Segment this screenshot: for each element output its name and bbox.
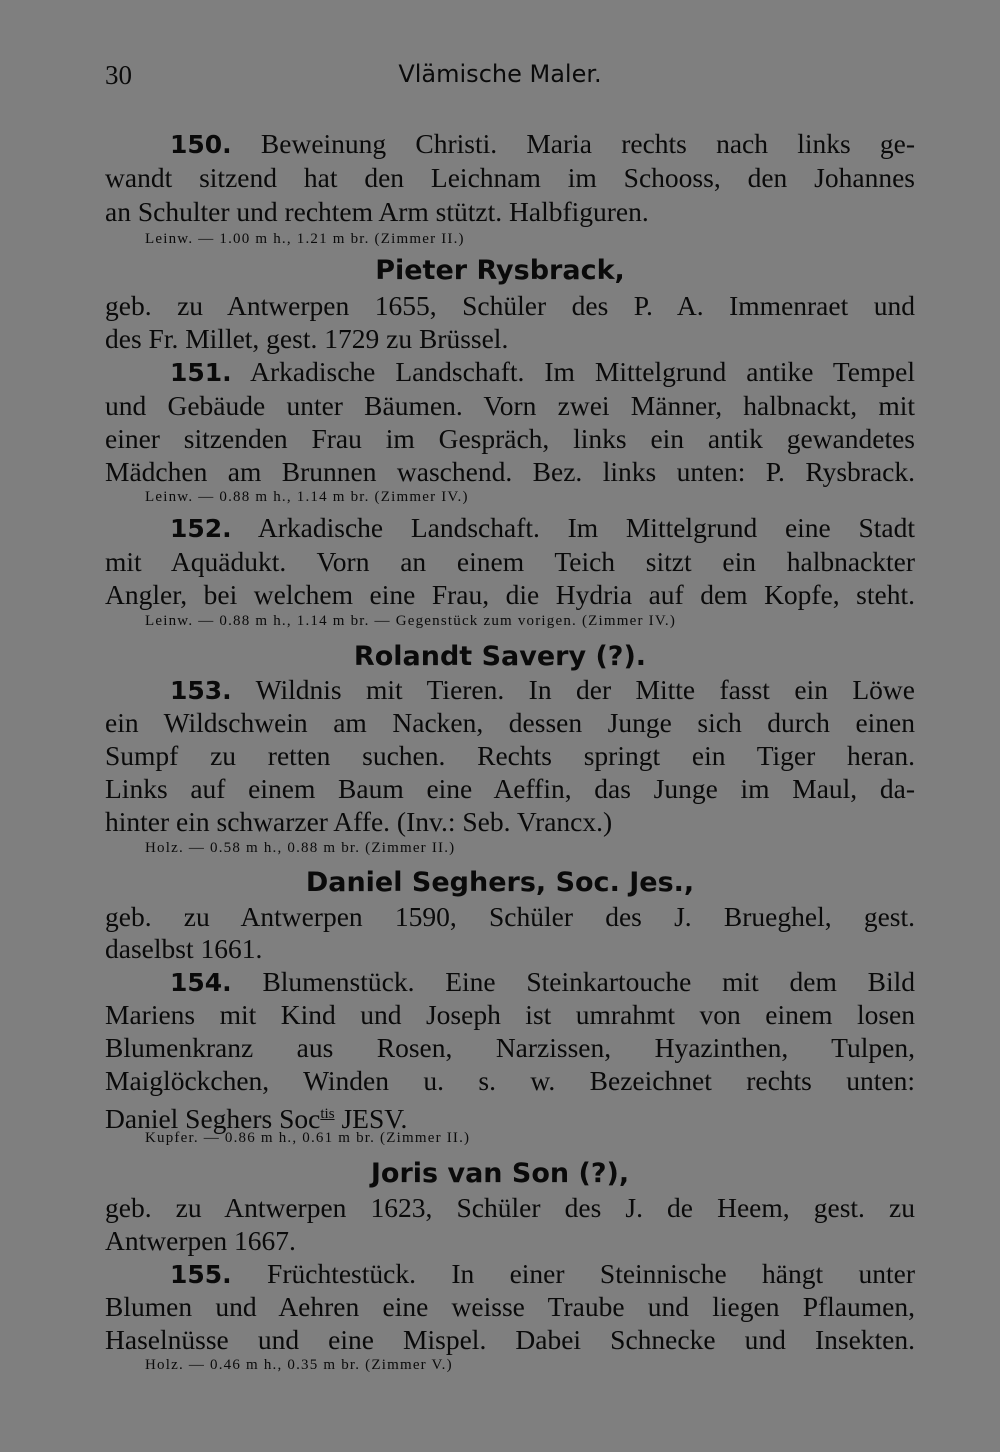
- superscript: tis: [320, 1106, 335, 1122]
- entry-text: Blumenstück. Eine Steinkartouche mit dem Bild: [262, 966, 916, 997]
- entry-155-meta: Holz. — 0.46 m h., 0.35 m br. (Zimmer V.): [145, 1357, 453, 1373]
- artist-heading: Rolandt Savery (?).: [353, 641, 647, 672]
- artist-bio-line-2: des Fr. Millet, gest. 1729 zu Brüssel.: [105, 323, 509, 354]
- entry-154-meta: Kupfer. — 0.86 m h., 0.61 m br. (Zimmer II.): [145, 1130, 471, 1146]
- entry-153-line-2: ein Wildschwein am Nacken, dessen Junge sich durch einen: [105, 707, 915, 738]
- entry-number: 150.: [170, 130, 232, 159]
- artist-heading: Daniel Seghers, Soc. Jes.,: [305, 867, 695, 898]
- entry-text: JESV.: [334, 1103, 408, 1135]
- entry-151-line-4: Mädchen am Brunnen waschend. Bez. links unten: P. Rysbrack.: [105, 456, 915, 487]
- entry-155-line-3: Haselnüsse und eine Mispel. Dabei Schnecke und Insekten.: [105, 1324, 915, 1355]
- entry-text: Arkadische Landschaft. Im Mittelgrund eine Stadt: [257, 512, 915, 543]
- entry-number: 152.: [170, 514, 232, 543]
- entry-text: Daniel Seghers Soc: [105, 1103, 321, 1135]
- entry-154-line-2: Mariens mit Kind und Joseph ist umrahmt von einem losen: [105, 999, 915, 1030]
- entry-150-line-3: an Schulter und rechtem Arm stützt. Halbfiguren.: [105, 196, 649, 227]
- entry-151-line-2: und Gebäude unter Bäumen. Vorn zwei Männer, halbnackt, mit: [105, 390, 915, 421]
- entry-text: Arkadische Landschaft. Im Mittelgrund antike Tempel: [250, 356, 915, 387]
- entry-155-line-1: [170, 1257, 915, 1292]
- entry-text: Früchtestück. In einer Steinnische hängt unter: [267, 1258, 915, 1289]
- entry-153-line-1: [170, 673, 915, 708]
- entry-number: 153.: [170, 676, 232, 705]
- entry-text: Beweinung Christi. Maria rechts nach links ge-: [260, 128, 915, 159]
- entry-151-line-1: [170, 355, 915, 390]
- entry-150-meta: Leinw. — 1.00 m h., 1.21 m br. (Zimmer II.): [145, 231, 465, 247]
- entry-154-line-1: [170, 965, 915, 1000]
- artist-bio-line-1: geb. zu Antwerpen 1655, Schüler des P. A. Immenraet und: [105, 290, 915, 321]
- entry-151-meta: Leinw. — 0.88 m h., 1.14 m br. (Zimmer IV.): [145, 489, 469, 505]
- artist-bio-line-1: geb. zu Antwerpen 1590, Schüler des J. Brueghel, gest.: [105, 901, 915, 932]
- artist-heading: Joris van Son (?),: [370, 1158, 630, 1189]
- artist-bio-line-2: Antwerpen 1667.: [105, 1225, 296, 1256]
- entry-number: 151.: [170, 358, 232, 387]
- entry-154-line-3: Blumenkranz aus Rosen, Narzissen, Hyazinthen, Tulpen,: [105, 1032, 915, 1063]
- entry-number: 154.: [170, 968, 232, 997]
- entry-150-line-1: [170, 127, 915, 162]
- entry-154-line-4: Maiglöckchen, Winden u. s. w. Bezeichnet rechts unten:: [105, 1065, 915, 1096]
- entry-155-line-2: Blumen und Aehren eine weisse Traube und liegen Pflaumen,: [105, 1291, 915, 1322]
- page-number: 30: [105, 60, 132, 90]
- entry-153-line-4: Links auf einem Baum eine Aeffin, das Junge im Maul, da-: [105, 773, 915, 804]
- entry-153-line-3: Sumpf zu retten suchen. Rechts springt ein Tiger heran.: [105, 740, 915, 771]
- entry-150-line-2: wandt sitzend hat den Leichnam im Schooss, den Johannes: [105, 162, 915, 193]
- running-title: Vlämische Maler.: [398, 60, 602, 88]
- entry-152-meta: Leinw. — 0.88 m h., 1.14 m br. — Gegenstück zum vorigen. (Zimmer IV.): [145, 613, 677, 629]
- entry-153-meta: Holz. — 0.58 m h., 0.88 m br. (Zimmer II.): [145, 840, 456, 856]
- entry-text: Wildnis mit Tieren. In der Mitte fasst ein Löwe: [255, 674, 915, 705]
- entry-152-line-1: [170, 511, 915, 546]
- entry-number: 155.: [170, 1260, 232, 1289]
- entry-152-line-3: Angler, bei welchem eine Frau, die Hydria auf dem Kopfe, steht.: [105, 579, 915, 610]
- entry-153-line-5: hinter ein schwarzer Affe. (Inv.: Seb. Vrancx.): [105, 806, 613, 837]
- artist-heading: Pieter Rysbrack,: [375, 255, 625, 286]
- entry-151-line-3: einer sitzenden Frau im Gespräch, links ein antik gewandetes: [105, 423, 915, 454]
- entry-152-line-2: mit Aquädukt. Vorn an einem Teich sitzt ein halbnackter: [105, 546, 915, 577]
- artist-bio-line-1: geb. zu Antwerpen 1623, Schüler des J. de Heem, gest. zu: [105, 1192, 915, 1223]
- artist-bio-line-2: daselbst 1661.: [105, 933, 263, 964]
